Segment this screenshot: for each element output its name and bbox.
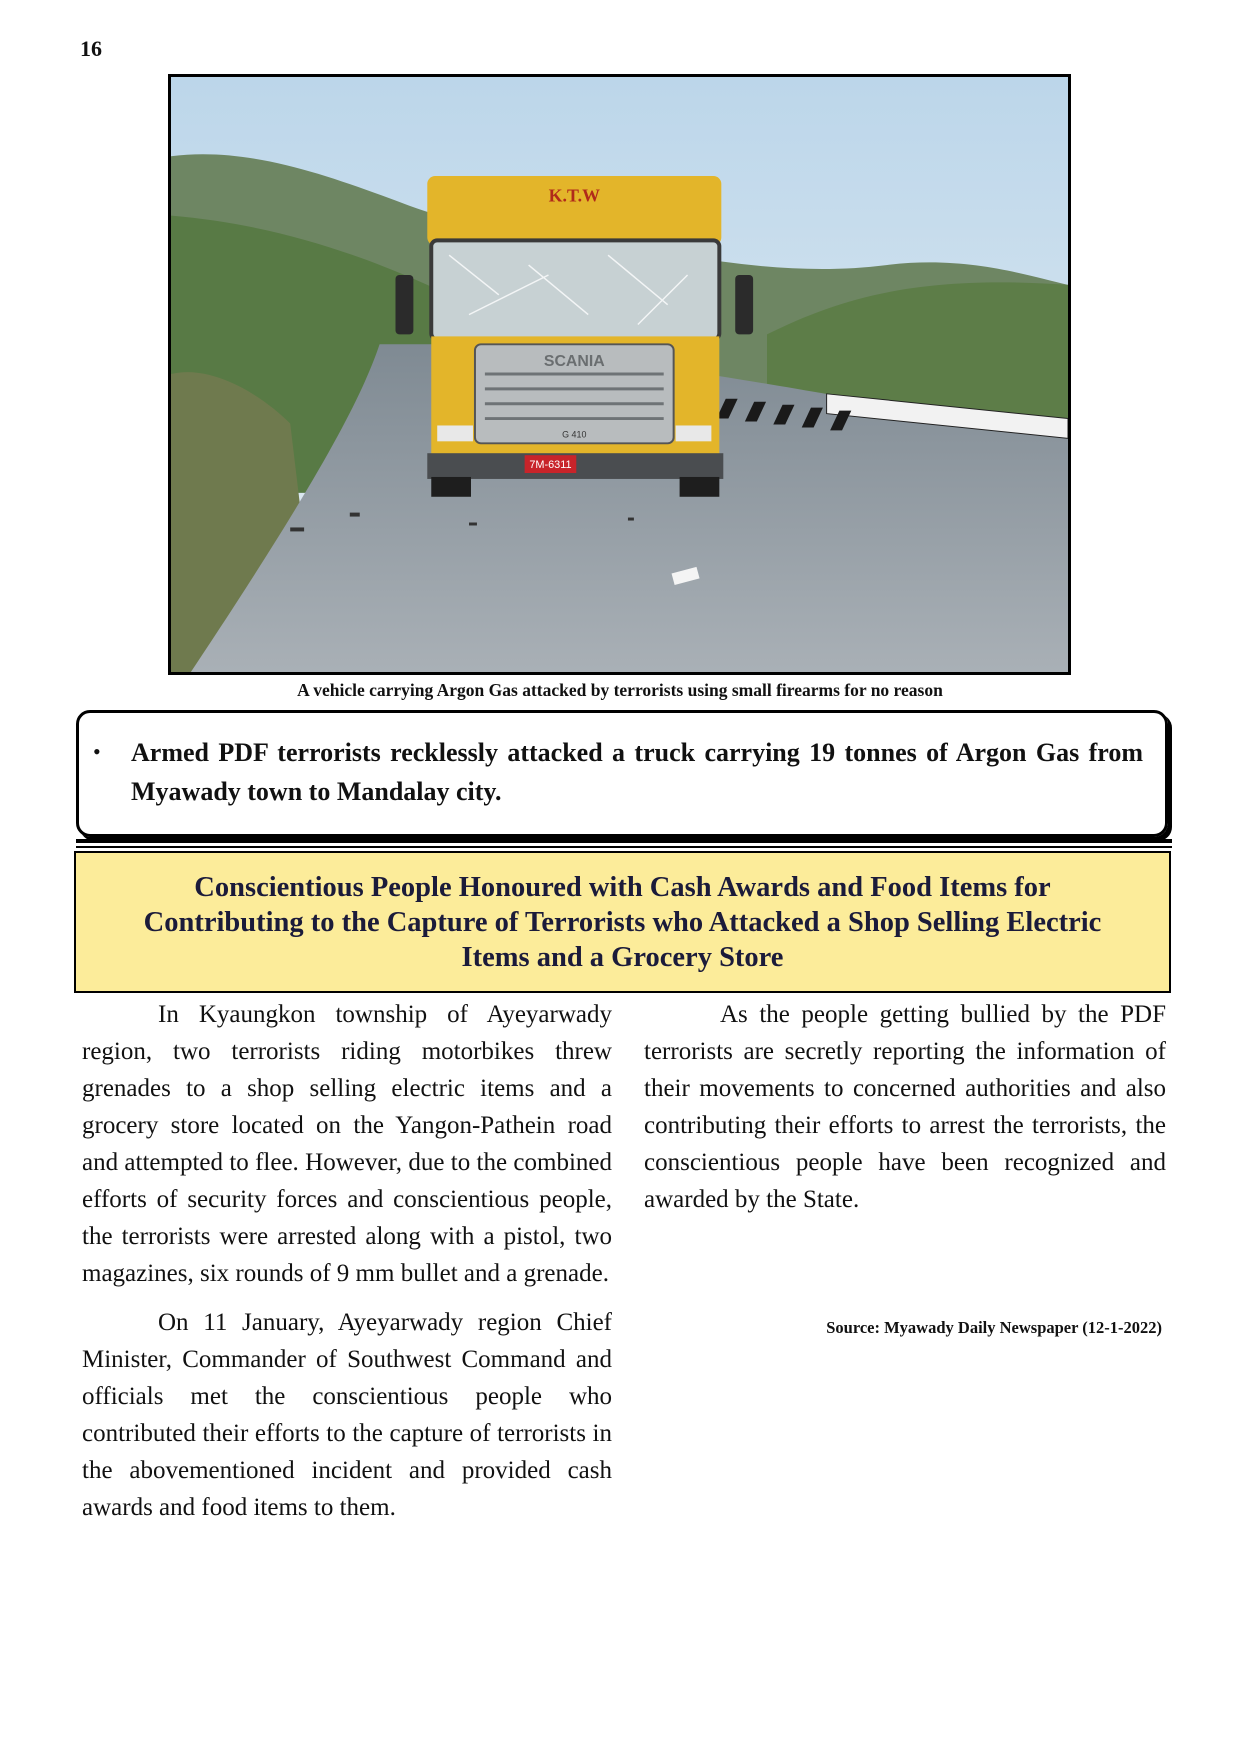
- truck-windshield: [431, 240, 719, 339]
- divider-thick: [76, 839, 1172, 843]
- photo-caption: A vehicle carrying Argon Gas attacked by terrorists using small firearms for no reason: [297, 680, 943, 700]
- right-mirror: [735, 275, 753, 334]
- left-headlight: [437, 425, 473, 441]
- highlight-box: [76, 710, 1168, 837]
- license-plate-text: 7M-6311: [529, 459, 572, 472]
- truck: [395, 176, 753, 497]
- article-paragraph: On 11 January, Ayeyarwady region Chief Minister, Commander of Southwest Command and officials met the conscientious people who contributed their efforts to the capture of terrorists in the abovementioned incident and provided cash awards and food items to them.: [82, 1309, 612, 1521]
- truck-grille-text: SCANIA: [543, 353, 605, 371]
- truck-brand-text: K.T.W: [548, 185, 600, 206]
- truck-photo-illustration: [171, 77, 1068, 672]
- right-tire: [680, 477, 720, 497]
- news-photo: [168, 74, 1071, 675]
- article-column-right: [644, 996, 1166, 1230]
- left-tire: [431, 477, 471, 497]
- highlight-bullet-text: Armed PDF terrorists recklessly attacked a truck carrying 19 tonnes of Argon Gas from Myawady town to Mandalay city.: [131, 738, 1143, 806]
- page-number: 16: [80, 36, 102, 61]
- source-credit: Source: Myawady Daily Newspaper (12-1-2022): [826, 1318, 1162, 1337]
- headline-box: [74, 851, 1171, 993]
- article-headline: Conscientious People Honoured with Cash Awards and Food Items for Contributing to the Capture of Terrorists who Attacked a Shop Selling Electric Items and a Grocery Store: [143, 871, 1102, 973]
- article-paragraph: In Kyaungkon township of Ayeyarwady region, two terrorists riding motorbikes threw grenades to a shop selling electric items and a grocery store located on the Yangon-Pathein road and attempted to flee. However, due to the combined efforts of security forces and conscientious people, the terrorists were arrested along with a pistol, two magazines, six rounds of 9 mm bullet and a grenade.: [82, 1001, 612, 1287]
- article-column-left: [82, 996, 612, 1538]
- divider-thin: [76, 846, 1172, 848]
- bullet-icon: •: [93, 739, 101, 764]
- left-mirror: [395, 275, 413, 334]
- truck-model-text: G 410: [562, 429, 587, 440]
- article-paragraph: As the people getting bullied by the PDF terrorists are secretly reporting the information of their movements to concerned authorities and also contributing their efforts to arrest the terrorists, the conscientious people have been recognized and awarded by the State.: [644, 1001, 1166, 1213]
- right-headlight: [676, 425, 712, 441]
